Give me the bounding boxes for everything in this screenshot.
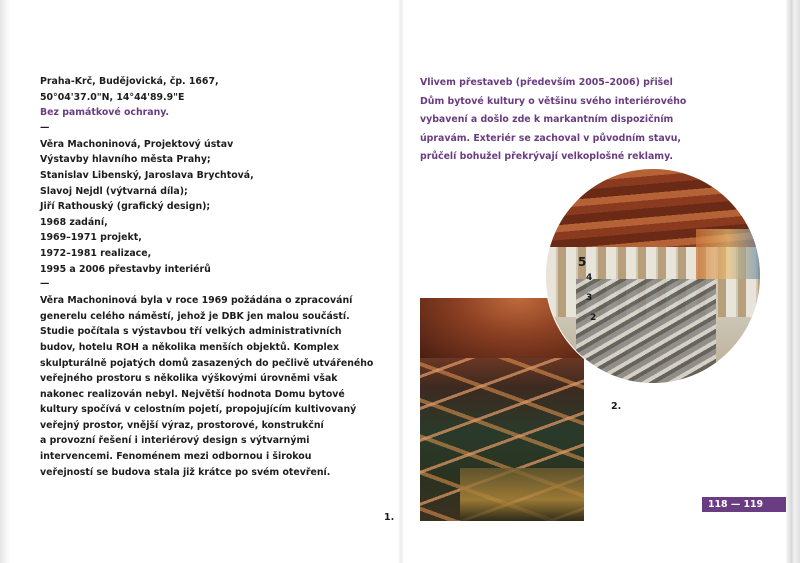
left-text-column <box>40 74 386 480</box>
page-edge-right <box>786 0 800 563</box>
credit-line: 1972–1981 realizace, <box>40 247 152 259</box>
page-numbers: 118 — 119 <box>702 497 786 512</box>
credit-line: Výstavby hlavního města Prahy; <box>40 154 211 166</box>
credit-line: 1968 zadání, <box>40 216 108 228</box>
credit-line: Věra Machoninová, Projektový ústav <box>40 138 234 150</box>
credit-line: Stanislav Libenský, Jaroslava Brychtová, <box>40 169 254 181</box>
protection-status: Bez památkové ochrany. <box>40 107 170 119</box>
body-line: kultury spočívá v celostním pojetí, propojujícím kultivovaný <box>40 404 357 416</box>
body-line: Studie počítala s výstavbou tří velkých administrativních <box>40 326 342 338</box>
separator: — <box>40 278 50 290</box>
book-gutter <box>398 0 404 563</box>
right-text-line: vybavení a došlo zde k markantním dispozičním <box>420 114 674 126</box>
figure-1-label: 1. <box>384 512 395 523</box>
photo-escalators <box>576 279 716 383</box>
separator: — <box>40 121 50 133</box>
figure-2-label: 2. <box>611 401 622 412</box>
body-line: nakonec realizován nebyl. Největší hodnota Domu bytové <box>40 388 345 400</box>
body-line: veřejností se budova stala již krátce po svém otevření. <box>40 466 331 478</box>
body-line: veřejný prostor, vnější výraz, prostorové, konstrukční <box>40 419 324 431</box>
floor-marker: 4 <box>586 273 593 283</box>
photo-floor <box>460 468 584 521</box>
interior-photo-circular <box>545 168 761 384</box>
body-line: Věra Machoninová byla v roce 1969 požádána o zpracování <box>40 295 353 307</box>
right-text-line: Vlivem přestaveb (především 2005–2006) přišel <box>420 77 673 88</box>
body-line: generelu celého náměstí, jehož je DBK jen malou součástí. <box>40 310 350 322</box>
floor-marker: 2 <box>590 313 597 323</box>
body-line: a provozní řešení i interiérový design s výtvarnými <box>40 435 310 447</box>
body-line: budov, hotelu ROH a několika menších objektů. Komplex <box>40 341 340 353</box>
address-line: Praha-Krč, Budějovická, čp. 1667, <box>40 76 219 87</box>
photo-shop-area <box>696 229 760 279</box>
right-text-line: Dům bytové kultury o většinu svého interiérového <box>420 95 687 107</box>
credit-line: 1969–1971 projekt, <box>40 232 142 244</box>
right-text-line: úpravám. Exteriér se zachoval v původním stavu, <box>420 132 681 144</box>
page-edge-left <box>0 0 10 563</box>
right-text-column <box>420 74 750 167</box>
credit-line: 1995 a 2006 přestavby interiérů <box>40 263 211 275</box>
right-text-line: průčelí bohužel překrývají velkoplošné reklamy. <box>420 151 673 163</box>
credit-line: Jiří Rathouský (grafický design); <box>40 201 211 213</box>
body-line: skulpturálně pojatých domů zasazených do pečlivě utvářeného <box>40 357 374 369</box>
floor-marker: 5 <box>578 255 587 269</box>
floor-marker: 3 <box>586 293 593 303</box>
coordinates-line: 50°04'37.0"N, 14°44'89.9"E <box>40 91 185 103</box>
body-line: veřejného prostoru s několika výškovými úrovněmi však <box>40 373 338 385</box>
body-line: intervencemi. Fenoménem mezi odbornou i širokou <box>40 451 312 463</box>
credit-line: Slavoj Nejdl (výtvarná díla); <box>40 185 188 197</box>
